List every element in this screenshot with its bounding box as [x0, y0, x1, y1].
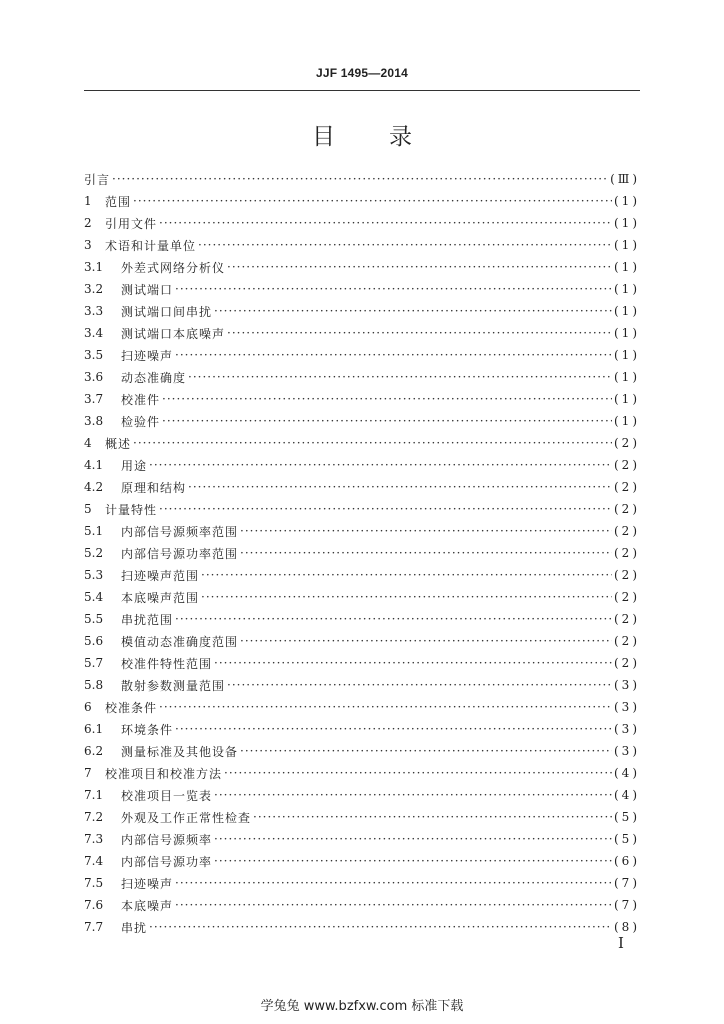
toc-entry-number: 5.7	[84, 656, 104, 670]
toc-entry	[84, 762, 640, 784]
toc-entry	[84, 872, 640, 894]
toc-entry-page: (5)	[614, 832, 640, 846]
toc-leader-dots	[159, 700, 612, 714]
toc-leader-dots	[162, 392, 612, 406]
toc-entry-page: (7)	[614, 876, 640, 890]
toc-entry-page: (3)	[614, 700, 640, 714]
toc-entry-page: (1)	[614, 194, 640, 208]
toc-entry-number: 7	[84, 766, 92, 780]
toc-entry-number: 3.8	[84, 414, 104, 428]
header-rule	[84, 90, 640, 91]
toc-leader-dots	[175, 612, 612, 626]
toc-entry-title: 测试端口间串扰	[121, 304, 213, 319]
toc-entry-title: 校准件特性范围	[121, 656, 213, 671]
toc-entry-number: 3.5	[84, 348, 104, 362]
toc-entry-page: (1)	[614, 304, 640, 318]
toc-leader-dots	[175, 722, 612, 736]
toc-entry-page: (1)	[614, 282, 640, 296]
toc-leader-dots	[175, 898, 612, 912]
toc-entry-page: (8)	[614, 920, 640, 934]
toc-entry-title: 内部信号源功率范围	[121, 546, 239, 561]
toc-entry-page: (2)	[614, 590, 640, 604]
toc-entry	[84, 234, 640, 256]
toc-entry-number: 7.6	[84, 898, 104, 912]
toc-entry-number: 7.7	[84, 920, 104, 934]
toc-entry	[84, 850, 640, 872]
toc-leader-dots	[188, 480, 612, 494]
toc-leader-dots	[175, 876, 612, 890]
toc-leader-dots	[227, 678, 612, 692]
toc-entry-title: 外观及工作正常性检查	[121, 810, 252, 825]
toc-entry-title: 引用文件	[105, 216, 158, 231]
toc-leader-dots	[240, 524, 612, 538]
toc-entry	[84, 828, 640, 850]
toc-entry-number: 7.4	[84, 854, 104, 868]
toc-entry-number: 3.7	[84, 392, 104, 406]
toc-entry-number: 6.2	[84, 744, 104, 758]
toc-entry	[84, 454, 640, 476]
toc-entry-page: (1)	[614, 326, 640, 340]
toc-entry-title: 串扰	[121, 920, 148, 935]
toc-entry	[84, 718, 640, 740]
toc-leader-dots	[188, 370, 612, 384]
toc-entry-number: 3	[84, 238, 92, 252]
toc-entry-number: 7.3	[84, 832, 104, 846]
toc-entry-title: 内部信号源频率范围	[121, 524, 239, 539]
toc-leader-dots	[149, 920, 612, 934]
toc-entry-title: 本底噪声	[121, 898, 174, 913]
toc-entry-title: 内部信号源功率	[121, 854, 213, 869]
toc-entry	[84, 586, 640, 608]
page-number: I	[618, 934, 624, 952]
toc-entry	[84, 630, 640, 652]
toc-entry-title: 检验件	[121, 414, 161, 429]
toc-entry	[84, 784, 640, 806]
toc-entry-title: 术语和计量单位	[105, 238, 197, 253]
toc-entry-title: 动态准确度	[121, 370, 187, 385]
toc-entry-title: 散射参数测量范围	[121, 678, 226, 693]
toc-entry	[84, 696, 640, 718]
toc-leader-dots	[201, 590, 612, 604]
toc-leader-dots	[240, 546, 612, 560]
toc-entry-title: 扫迹噪声	[121, 876, 174, 891]
toc-leader-dots	[175, 348, 612, 362]
toc-entry	[84, 168, 640, 190]
toc-entry-page: (1)	[614, 348, 640, 362]
toc-entry	[84, 388, 640, 410]
toc-entry-page: (2)	[614, 458, 640, 472]
toc-entry-title: 计量特性	[105, 502, 158, 517]
toc-leader-dots	[112, 172, 608, 186]
toc-entry-title: 环境条件	[121, 722, 174, 737]
toc-entry-number: 3.2	[84, 282, 104, 296]
toc-entry-title: 原理和结构	[121, 480, 187, 495]
toc-leader-dots	[214, 656, 612, 670]
toc-entry-title: 概述	[105, 436, 132, 451]
toc-entry-number: 5	[84, 502, 92, 516]
toc-entry	[84, 344, 640, 366]
toc-entry-number: 2	[84, 216, 92, 230]
toc-entry	[84, 410, 640, 432]
toc-entry	[84, 190, 640, 212]
toc-entry-title: 测试端口本底噪声	[121, 326, 226, 341]
toc-entry-title: 范围	[105, 194, 132, 209]
toc-entry-page: (2)	[614, 502, 640, 516]
toc-entry-number: 3.4	[84, 326, 104, 340]
toc-entry-page: (4)	[614, 766, 640, 780]
table-of-contents	[84, 168, 640, 938]
toc-leader-dots	[227, 326, 612, 340]
toc-entry-page: (Ⅲ)	[610, 172, 640, 186]
toc-entry-page: (4)	[614, 788, 640, 802]
toc-leader-dots	[159, 502, 612, 516]
toc-entry-page: (2)	[614, 524, 640, 538]
toc-entry-number: 4.2	[84, 480, 104, 494]
toc-entry-page: (3)	[614, 722, 640, 736]
toc-leader-dots	[224, 766, 612, 780]
toc-entry-number: 5.4	[84, 590, 104, 604]
toc-entry	[84, 652, 640, 674]
toc-entry-number: 6	[84, 700, 92, 714]
toc-title-part2: 录	[389, 124, 412, 150]
toc-leader-dots	[133, 436, 612, 450]
toc-entry-title: 扫迹噪声范围	[121, 568, 200, 583]
toc-entry-number: 5.3	[84, 568, 104, 582]
toc-leader-dots	[253, 810, 612, 824]
toc-entry-number: 5.6	[84, 634, 104, 648]
toc-entry-page: (2)	[614, 568, 640, 582]
toc-leader-dots	[198, 238, 612, 252]
toc-entry	[84, 520, 640, 542]
toc-entry-number: 5.1	[84, 524, 104, 538]
document-code-header: JJF 1495—2014	[315, 66, 408, 80]
toc-entry-number: 3.6	[84, 370, 104, 384]
toc-entry-number: 4	[84, 436, 92, 450]
toc-entry-number: 5.8	[84, 678, 104, 692]
toc-leader-dots	[227, 260, 612, 274]
toc-entry	[84, 432, 640, 454]
toc-entry-page: (1)	[614, 216, 640, 230]
toc-title	[0, 118, 724, 151]
toc-leader-dots	[240, 744, 612, 758]
toc-entry-number: 3.1	[84, 260, 104, 274]
toc-entry-page: (5)	[614, 810, 640, 824]
toc-entry	[84, 916, 640, 938]
toc-entry-title: 引言	[84, 172, 111, 187]
toc-leader-dots	[162, 414, 612, 428]
toc-entry-page: (3)	[614, 744, 640, 758]
toc-entry-title: 校准项目和校准方法	[105, 766, 223, 781]
toc-leader-dots	[201, 568, 612, 582]
toc-entry-page: (1)	[614, 260, 640, 274]
toc-entry-page: (1)	[614, 238, 640, 252]
toc-leader-dots	[133, 194, 612, 208]
toc-entry-title: 模值动态准确度范围	[121, 634, 239, 649]
toc-entry-page: (6)	[614, 854, 640, 868]
toc-entry-page: (1)	[614, 392, 640, 406]
toc-entry-title: 校准件	[121, 392, 161, 407]
toc-entry-page: (2)	[614, 480, 640, 494]
toc-entry-page: (2)	[614, 634, 640, 648]
toc-entry-number: 5.5	[84, 612, 104, 626]
toc-entry	[84, 894, 640, 916]
toc-leader-dots	[214, 854, 612, 868]
toc-entry-number: 1	[84, 194, 92, 208]
toc-entry	[84, 366, 640, 388]
toc-entry	[84, 564, 640, 586]
toc-entry	[84, 608, 640, 630]
toc-entry-title: 外差式网络分析仪	[121, 260, 226, 275]
toc-entry	[84, 542, 640, 564]
toc-entry-page: (1)	[614, 414, 640, 428]
toc-entry-title: 用途	[121, 458, 148, 473]
toc-entry-number: 5.2	[84, 546, 104, 560]
toc-entry-title: 扫迹噪声	[121, 348, 174, 363]
toc-entry-number: 3.3	[84, 304, 104, 318]
toc-entry-page: (2)	[614, 546, 640, 560]
toc-entry	[84, 476, 640, 498]
toc-entry	[84, 256, 640, 278]
toc-entry-title: 内部信号源频率	[121, 832, 213, 847]
toc-entry-number: 6.1	[84, 722, 104, 736]
footer-watermark: 学兔兔 www.bzfxw.com 标准下载	[260, 999, 464, 1014]
toc-entry	[84, 806, 640, 828]
toc-leader-dots	[175, 282, 612, 296]
toc-entry-title: 串扰范围	[121, 612, 174, 627]
toc-entry	[84, 498, 640, 520]
toc-leader-dots	[214, 304, 612, 318]
toc-leader-dots	[240, 634, 612, 648]
toc-entry	[84, 674, 640, 696]
toc-leader-dots	[159, 216, 612, 230]
toc-entry-page: (1)	[614, 370, 640, 384]
toc-entry-number: 4.1	[84, 458, 104, 472]
toc-entry-number: 7.2	[84, 810, 104, 824]
toc-entry-page: (3)	[614, 678, 640, 692]
toc-entry	[84, 300, 640, 322]
toc-leader-dots	[214, 832, 612, 846]
toc-entry-page: (7)	[614, 898, 640, 912]
toc-entry-title: 测量标准及其他设备	[121, 744, 239, 759]
toc-entry	[84, 212, 640, 234]
toc-entry-title: 测试端口	[121, 282, 174, 297]
toc-entry-page: (2)	[614, 436, 640, 450]
toc-entry-page: (2)	[614, 656, 640, 670]
toc-entry-number: 7.5	[84, 876, 104, 890]
toc-entry-number: 7.1	[84, 788, 104, 802]
toc-entry-title: 本底噪声范围	[121, 590, 200, 605]
toc-entry	[84, 740, 640, 762]
toc-entry-title: 校准条件	[105, 700, 158, 715]
toc-leader-dots	[149, 458, 612, 472]
toc-entry-page: (2)	[614, 612, 640, 626]
toc-entry	[84, 278, 640, 300]
toc-leader-dots	[214, 788, 612, 802]
toc-entry-title: 校准项目一览表	[121, 788, 213, 803]
toc-title-part1: 目	[312, 124, 335, 150]
toc-entry	[84, 322, 640, 344]
